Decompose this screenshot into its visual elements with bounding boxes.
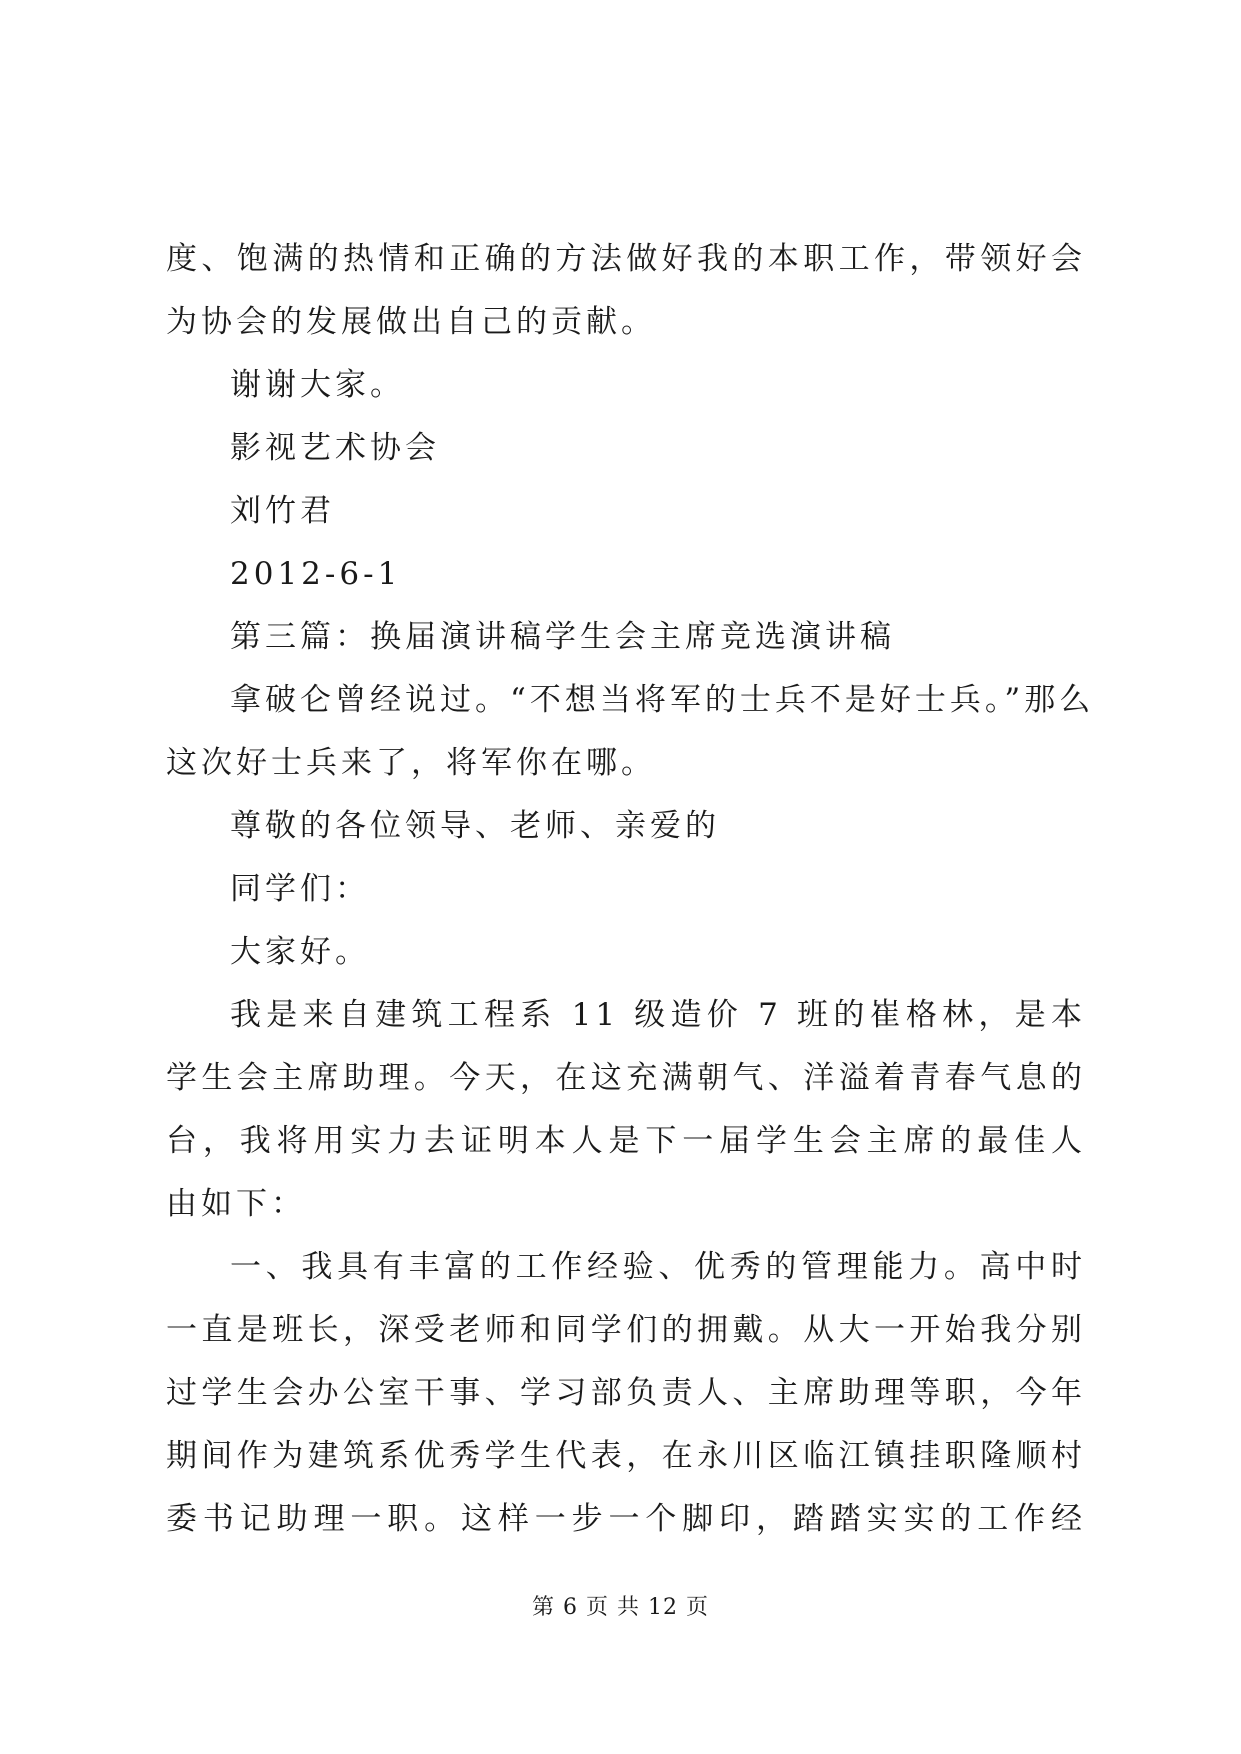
paragraph-line: 学生会主席助理。今天，在这充满朝气、洋溢着青春气息的 [166, 1060, 1086, 1096]
closing-line: 谢谢大家。 [230, 367, 405, 403]
paragraph-line: 这次好士兵来了，将军你在哪。 [166, 745, 656, 781]
signature-name: 刘竹君 [230, 493, 335, 529]
paragraph-line: 我是来自建筑工程系 11 级造价 7 班的崔格林，是本 [230, 997, 1086, 1033]
paragraph-line: 委书记助理一职。这样一步一个脚印，踏踏实实的工作经 [166, 1501, 1086, 1537]
section-heading: 第三篇：换届演讲稿学生会主席竞选演讲稿 [230, 619, 895, 655]
signature-organization: 影视艺术协会 [230, 430, 440, 466]
greeting-line: 大家好。 [230, 934, 370, 970]
salutation-line: 同学们： [230, 871, 370, 907]
paragraph-line: 为协会的发展做出自己的贡献。 [166, 304, 656, 340]
body-text [166, 228, 1095, 1551]
paragraph-line: 期间作为建筑系优秀学生代表，在永川区临江镇挂职隆顺村 [166, 1438, 1086, 1474]
paragraph-line: 度、饱满的热情和正确的方法做好我的本职工作，带领好会 [166, 241, 1086, 277]
signature-date: 2012-6-1 [230, 556, 402, 592]
page-number-footer: 第 6 页 共 12 页 [532, 1595, 709, 1620]
paragraph-line: 拿破仑曾经说过。“不想当将军的士兵不是好士兵。”那么 [230, 682, 1095, 718]
paragraph-line: 过学生会办公室干事、学习部负责人、主席助理等职，今年 [166, 1375, 1086, 1411]
salutation-line: 尊敬的各位领导、老师、亲爱的 [230, 808, 720, 844]
paragraph-line: 台，我将用实力去证明本人是下一届学生会主席的最佳人 [166, 1123, 1086, 1159]
paragraph-line: 一、我具有丰富的工作经验、优秀的管理能力。高中时 [230, 1249, 1086, 1285]
paragraph-line: 由如下： [166, 1186, 306, 1222]
paragraph-line: 一直是班长，深受老师和同学们的拥戴。从大一开始我分别 [166, 1312, 1086, 1348]
